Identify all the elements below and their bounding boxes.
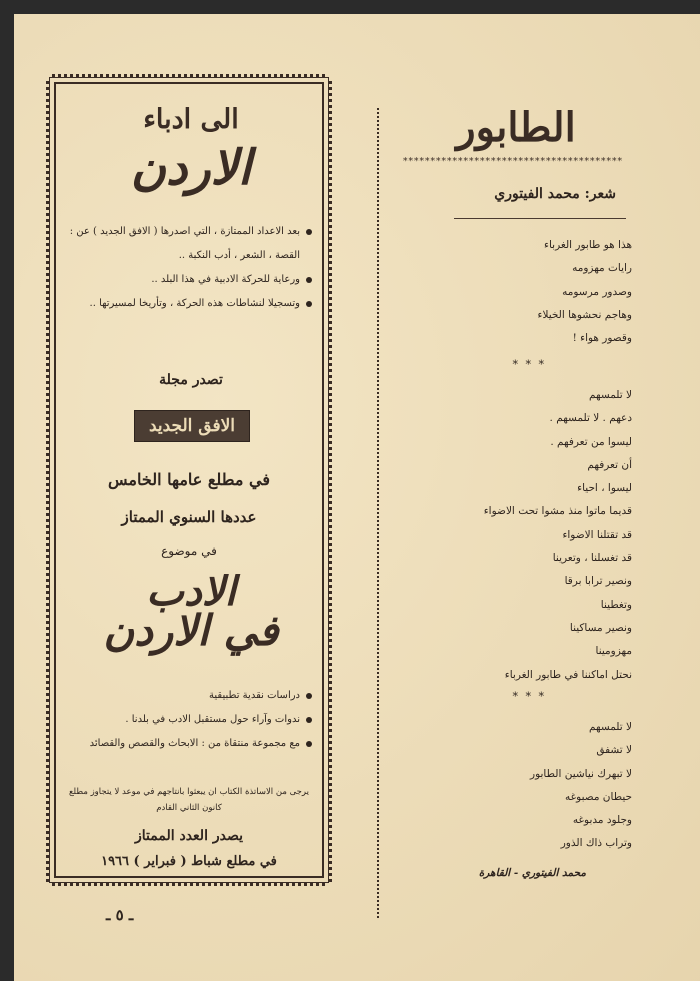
verse-line: حيطان مصبوغه — [565, 790, 632, 803]
verse-line: لا تلمسهم — [589, 389, 632, 401]
border-ornament — [52, 74, 328, 77]
bullet-item: بعد الاعداد الممتازة ، التي اصدرها ( الافق الجديد ) عن : القصة ، الشعر ، أدب النكبة .. — [64, 220, 312, 268]
border-ornament — [329, 80, 332, 882]
issue-label: تصدر مجلة — [159, 372, 223, 388]
poem-byline: شعر: محمد الفيتوري — [494, 186, 616, 202]
magazine-page — [14, 14, 700, 981]
border-ornament — [52, 883, 328, 886]
verse-line: لا تبهرك نياشين الطابور — [530, 767, 632, 780]
ad-release-date: في مطلع شباط ( فبراير ) ١٩٦٦ — [101, 854, 277, 869]
verse-line: قد تغسلنا ، وتعرينا — [552, 552, 632, 565]
verse-line: ونصير مساكينا — [569, 621, 632, 634]
ad-intro-bullets — [64, 220, 312, 316]
verse-line: قديما ماتوا منذ مشوا تحت الاضواء — [483, 505, 632, 518]
bullet-item: ندوات وآراء حول مستقبل الادب في بلدنا . — [62, 708, 312, 732]
page-number: ـ ٥ ـ — [106, 906, 134, 924]
advertisement-box — [54, 82, 324, 878]
border-ornament — [46, 80, 49, 882]
verse-line: وتغطينا — [600, 598, 632, 611]
stanza-separator: * * * — [512, 358, 546, 371]
verse-line: وقصور هواء ! — [572, 332, 632, 345]
verse-line: لا تلمسهم — [589, 721, 632, 733]
stanza-1 — [386, 234, 632, 350]
ad-topic-literature: الادب — [146, 568, 236, 615]
stanza-3 — [386, 716, 632, 856]
verse-line: دعهم . لا تلمسهم . — [549, 412, 632, 425]
verse-line: وتراب ذاك الذور — [560, 837, 632, 850]
verse-line: أن تعرفهم — [587, 458, 632, 471]
poet-signature: محمد الفيتوري - القاهرة — [478, 867, 586, 879]
bullet-item: ورعاية للحركة الادبية في هذا البلد .. — [64, 268, 312, 292]
stanza-2 — [386, 384, 632, 687]
ad-release: يصدر العدد الممتاز — [135, 828, 243, 844]
ad-line-issue: عددها السنوي الممتاز — [121, 508, 257, 526]
verse-line: هذا هو طابور الغرباء — [544, 239, 632, 251]
verse-line: مهزومينا — [595, 645, 632, 658]
verse-line: رايات مهزومه — [572, 262, 632, 275]
bullet-item: مع مجموعة منتقاة من : الابحاث والقصص والقصائد — [62, 732, 312, 756]
ad-line-topic-label: في موضوع — [161, 544, 217, 558]
column-divider — [377, 108, 380, 918]
bullet-item: وتسجيلا لنشاطات هذه الحركة ، وتأريخا لمسيرتها .. — [64, 292, 312, 316]
verse-line: ونصير ترابا برقا — [564, 575, 632, 588]
ad-heading-large: الاردن — [130, 140, 252, 196]
verse-line: وهاجم نحشوها الخيلاء — [537, 308, 632, 321]
poem-title: الطابور — [456, 104, 576, 151]
stanza-separator: * * * — [512, 690, 546, 703]
verse-line: وجلود مدبوغه — [572, 814, 632, 827]
ad-contents-bullets — [62, 684, 312, 756]
verse-line: قد تقتلنا الاضواء — [562, 528, 632, 541]
bullet-item: دراسات نقدية تطبيقية — [62, 684, 312, 708]
star-divider: **************************************** — [403, 157, 623, 167]
ad-topic-jordan: في الاردن — [103, 606, 279, 655]
ad-heading-small: الى ادباء — [143, 104, 239, 135]
ad-line-year: في مطلع عامها الخامس — [108, 470, 270, 489]
verse-line: لا تشفق — [596, 744, 632, 757]
verse-line: ليسوا ، احياء — [577, 482, 632, 495]
magazine-name-badge: الافق الجديد — [134, 410, 250, 442]
verse-line: وصدور مرسومه — [562, 285, 632, 298]
poem-column — [386, 94, 646, 914]
verse-line: ليسوا من تعرفهم . — [550, 435, 632, 448]
byline-rule — [454, 218, 626, 219]
verse-line: نحتل اماكننا في طابور الغرباء — [504, 668, 632, 681]
ad-submission-note: يرجى من الاساتذة الكتاب ان يبعثوا بانتاجهم في موعد لا يتجاوز مطلع كانون الثاني القادم — [69, 787, 309, 813]
